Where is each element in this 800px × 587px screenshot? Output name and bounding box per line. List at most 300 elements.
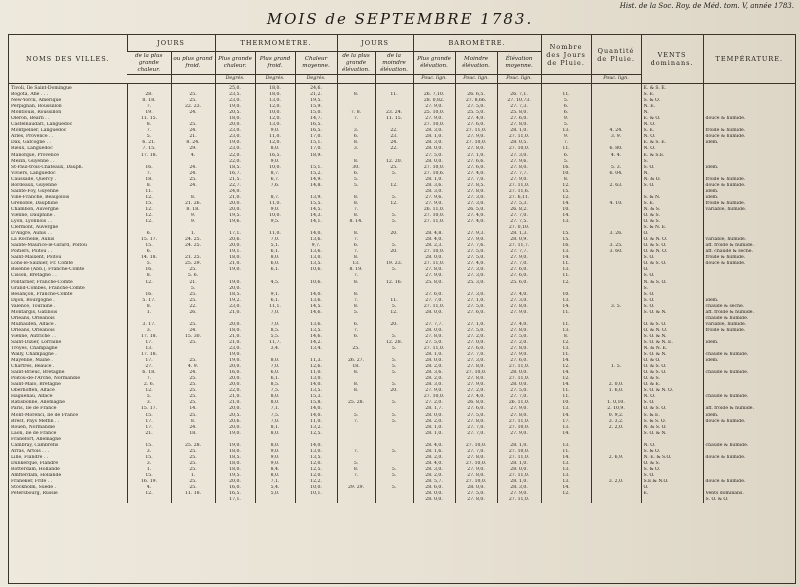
cell-vents: O. & S. O.: [641, 406, 703, 412]
cell-jours-cold: 15. 30.: [171, 334, 215, 340]
cell-b-mean: 27. 2,0.: [497, 340, 541, 346]
cell-city: Ratisbonne, Allemagne: [11, 400, 65, 406]
header-t-mean: Chaleur moyenne.: [295, 52, 337, 75]
cell-b-high: 28. 1,0.: [413, 352, 455, 358]
cell-pluie-days: 9.: [541, 134, 591, 140]
cell-b-mean: 27. 8,0.: [497, 304, 541, 310]
cell-jours-cold: 8.: [171, 195, 215, 201]
unit-pouc: Pouc. lign.: [497, 75, 541, 84]
cell-b-low: 27. 11,0.: [455, 128, 497, 134]
cell-t-mean: 14,0.: [295, 406, 337, 412]
cell-jours-cold: 8.: [171, 419, 215, 425]
cell-b-high: 28. 5,7.: [413, 479, 455, 485]
cell-jours-hot: 3.: [127, 400, 171, 406]
cell-t-mean: 12,0.: [295, 461, 337, 467]
cell-jours-cold: 9.: [171, 213, 215, 219]
cell-jours-hot: 11. 15.: [127, 116, 171, 122]
cell-b-low: 27. 6,0.: [455, 310, 497, 316]
cell-t-cold: 8,0.: [255, 358, 295, 364]
cell-pluie-days: 14.: [541, 382, 591, 388]
cell-temperature: aff. froide & humide.: [703, 310, 795, 316]
cell-b-high: 28. 3,0.: [413, 467, 455, 473]
cell-s-high: 25.: [337, 346, 375, 352]
cell-b-low: 27. 9,0.: [455, 134, 497, 140]
cell-vents: S. & E.: [641, 413, 703, 419]
cell-temperature: chaude & humide.: [703, 443, 795, 449]
cell-pluie-qty: 3. 2,0.: [591, 479, 641, 485]
cell-t-hot: 20,6.: [215, 237, 255, 243]
cell-t-cold: 8,0.: [255, 255, 295, 261]
cell-jours-hot: 8.: [127, 183, 171, 189]
cell-s-high: 3.: [337, 128, 375, 134]
cell-city: Saint-Malo, Bretagne: [11, 382, 61, 388]
cell-b-high: 28. 0,0.: [413, 310, 455, 316]
cell-t-cold: 7,5.: [255, 413, 295, 419]
cell-b-low: 27. 5,0.: [455, 249, 497, 255]
cell-b-high: 28. 1,7.: [413, 406, 455, 412]
cell-vents: S. & N. E.: [641, 225, 703, 231]
cell-t-mean: 13,0.: [295, 255, 337, 261]
cell-t-mean: 17,0.: [295, 146, 337, 152]
cell-city: Oberhoffen, Alface: [11, 388, 55, 394]
cell-city: Bordeaux, Guyenne: [11, 182, 57, 188]
cell-t-hot: 17,1.: [215, 497, 255, 503]
cell-b-high: 28. 3,6.: [413, 370, 455, 376]
cell-city: Haguenau, Alface: [11, 394, 53, 400]
cell-city: Chartres, Beauce .: [11, 364, 55, 370]
cell-jours-hot: 12.: [127, 388, 171, 394]
cell-jours-cold: 21.: [171, 280, 215, 286]
cell-jours-hot: 6.: [127, 231, 171, 237]
cell-b-mean: 28. 3,0.: [497, 485, 541, 491]
cell-b-high: 27. 11,0.: [413, 304, 455, 310]
cell-t-mean: 11,3.: [295, 358, 337, 364]
cell-pluie-qty: 2. 10,9.: [591, 406, 641, 412]
cell-pluie-days: 14.: [541, 201, 591, 207]
cell-t-hot: 19,6.: [215, 219, 255, 225]
cell-s-low: [375, 497, 413, 503]
cell-t-hot: 16,5.: [215, 491, 255, 497]
cell-pluie-qty: 5. 3.: [591, 165, 641, 171]
cell-b-mean: 27. 10,0.: [497, 449, 541, 455]
cell-pluie-days: 11.: [541, 394, 591, 400]
cell-jours-hot: 17.: [127, 358, 171, 364]
cell-vents: O.: [641, 485, 703, 491]
cell-jours-hot: 16.: [127, 165, 171, 171]
cell-b-high: 27. 9,0.: [413, 201, 455, 207]
cell-jours-hot: 15.: [127, 201, 171, 207]
cell-pluie-qty: 6. 80.: [591, 146, 641, 152]
cell-jours-cold: 21. 26.: [171, 201, 215, 207]
cell-b-high: 27. 9,6.: [413, 195, 455, 201]
cell-jours-cold: 29.: [171, 146, 215, 152]
header-pluie-days: Nombre des Jours de Pluie.: [541, 35, 591, 75]
cell-b-high: 27. 7,7.: [413, 322, 455, 328]
cell-jours-hot: 12.: [127, 213, 171, 219]
cell-b-high: 27. 10,6.: [413, 171, 455, 177]
cell-t-hot: 19,5.: [215, 213, 255, 219]
cell-s-low: 5.: [375, 400, 413, 406]
cell-vents: S. & O.: [641, 98, 703, 104]
cell-b-low: 27. 8,5.: [455, 183, 497, 189]
cell-b-high: 28. 0,0.: [413, 328, 455, 334]
cell-t-cold: 18,0.: [255, 92, 295, 98]
cell-jours-hot: 2. 6.: [127, 382, 171, 388]
cell-s-high: 5.: [337, 177, 375, 183]
header-barometre: BAROMÈTRE.: [413, 35, 541, 52]
cell-b-mean: 28. 1,0.: [497, 461, 541, 467]
cell-b-low: 27. 6,0.: [455, 346, 497, 352]
table-row: [9, 84, 795, 93]
cell-t-hot: 22,0.: [215, 159, 255, 165]
unit-blank: [337, 75, 375, 84]
cell-b-mean: 27. 11,0.: [497, 419, 541, 425]
cell-pluie-qty: 3. 9.: [591, 134, 641, 140]
cell-pluie-days: 11.: [541, 388, 591, 394]
cell-b-low: 27. 0,0.: [455, 340, 497, 346]
cell-vents: N. E. & S.O.: [641, 455, 703, 461]
cell-b-mean: 28. 0,0.: [497, 467, 541, 473]
cell-pluie-days: 14.: [541, 455, 591, 461]
cell-pluie-days: 15.: [541, 189, 591, 195]
cell-city: Cisson, Bretagne . .: [11, 273, 57, 279]
cell-vents: O.: [641, 231, 703, 237]
cell-s-high: 26. 27.: [337, 358, 375, 364]
cell-s-high: 7.: [337, 449, 375, 455]
cell-jours-hot: 12.: [127, 491, 171, 497]
cell-t-hot: 19,0.: [215, 267, 255, 273]
cell-jours-cold: 25.: [171, 358, 215, 364]
cell-b-high: 28. 4,8.: [413, 231, 455, 237]
cell-t-cold: 9,0.: [255, 461, 295, 467]
cell-s-low: 20.: [375, 322, 413, 328]
cell-t-cold: 11,0.: [255, 134, 295, 140]
cell-b-mean: 27. 11,0.: [497, 497, 541, 503]
cell-t-cold: 16,5.: [255, 153, 295, 159]
cell-jours-cold: 25.: [171, 467, 215, 473]
cell-b-low: 27. 5,0.: [455, 491, 497, 497]
cell-jours-cold: 25. 28.: [171, 443, 215, 449]
cell-city: Paris, Ile de France: [11, 406, 57, 412]
cell-s-low: 12.: [375, 201, 413, 207]
cell-s-low: 23. 24.: [375, 110, 413, 116]
cell-b-mean: 27. 5,0.: [497, 334, 541, 340]
cell-t-mean: 15,8.: [295, 400, 337, 406]
cell-city: Pontarlier, Franche-Comté: [11, 279, 73, 285]
cell-vents: S. & O.: [641, 467, 703, 473]
cell-jours-cold: 25.: [171, 485, 215, 491]
cell-b-low: 27. 9,0.: [455, 237, 497, 243]
cell-jours-hot: 15. 17.: [127, 237, 171, 243]
cell-jours-cold: 25.: [171, 461, 215, 467]
cell-vents: S. E.: [641, 201, 703, 207]
table-row: [9, 497, 795, 503]
cell-s-high: 8. 19.: [337, 267, 375, 273]
cell-temperature: aff. froide & humide.: [703, 243, 795, 249]
cell-t-cold: 13,0.: [255, 98, 295, 104]
cell-t-cold: 7,1.: [255, 479, 295, 485]
cell-pluie-days: 13.: [541, 298, 591, 304]
cell-s-high: 8.: [337, 370, 375, 376]
cell-b-mean: 26. 11,0.: [497, 400, 541, 406]
cell-vents: O. & E.: [641, 382, 703, 388]
cell-vents: N.: [641, 171, 703, 177]
cell-t-hot: 20,6.: [215, 419, 255, 425]
unit-degres: Degrés.: [215, 75, 255, 84]
cell-jours-hot: 12.: [127, 219, 171, 225]
cell-b-low: 27. 3,0.: [455, 358, 497, 364]
cell-t-mean: 14,7.: [295, 116, 337, 122]
cell-t-cold: 8,0.: [255, 394, 295, 400]
cell-b-low: 27. 10,0.: [455, 443, 497, 449]
cell-b-low: 27. 8,66.: [455, 98, 497, 104]
cell-pluie-days: 12.: [541, 340, 591, 346]
cell-vents: S. O.: [641, 473, 703, 479]
cell-b-mean: 27. 7,5.: [497, 219, 541, 225]
cell-s-low: 5.: [375, 346, 413, 352]
cell-pluie-days: 14.: [541, 255, 591, 261]
cell-jours-hot: 16.: [127, 292, 171, 298]
cell-jours-cold: 25.: [171, 388, 215, 394]
cell-city: Besançon, Franche-Comté: [11, 291, 73, 297]
cell-t-cold: 7,0.: [255, 310, 295, 316]
cell-city: Vienne, Dauphiné .: [11, 212, 56, 218]
cell-pluie-days: 11.: [541, 322, 591, 328]
cell-jours-hot: 15.: [127, 443, 171, 449]
cell-t-cold: 8,4.: [255, 467, 295, 473]
header-pluie-qty: Quantité de Pluie.: [591, 35, 641, 75]
cell-pluie-days: 13.: [541, 425, 591, 431]
cell-city: Orléans, Orléanois: [11, 315, 55, 321]
cell-s-low: 5.: [375, 304, 413, 310]
cell-s-high: 8.: [337, 213, 375, 219]
cell-jours-hot: 28.: [127, 92, 171, 98]
cell-vents: O. & O.: [641, 358, 703, 364]
cell-s-high: 5.: [337, 310, 375, 316]
cell-t-cold: 5,0.: [255, 491, 295, 497]
cell-t-mean: 13,5.: [295, 388, 337, 394]
cell-s-low: 11.: [375, 92, 413, 98]
cell-vents: S. & S. O.: [641, 419, 703, 425]
cell-b-high: 27. 5,0.: [413, 153, 455, 159]
cell-vents: N. O.: [641, 443, 703, 449]
cell-city: Vienne, Autriche . .: [11, 333, 56, 339]
cell-t-mean: 15,9.: [295, 104, 337, 110]
cell-jours-cold: 24.: [171, 425, 215, 431]
cell-vents: S. E.: [641, 92, 703, 98]
cell-t-mean: 14,0.: [295, 382, 337, 388]
cell-b-low: 27. 4,0.: [455, 171, 497, 177]
cell-t-cold: 8,0.: [255, 473, 295, 479]
cell-t-mean: 14,9.: [295, 177, 337, 183]
cell-t-cold: 12,0.: [255, 104, 295, 110]
cell-t-hot: 20,0.: [215, 322, 255, 328]
cell-jours-hot: 6.: [127, 249, 171, 255]
cell-s-low: 12.: [375, 310, 413, 316]
cell-t-mean: 14,0.: [295, 292, 337, 298]
cell-t-cold: 10,0.: [255, 165, 295, 171]
cell-vents: E. & O.: [641, 116, 703, 122]
cell-t-cold: 7,1.: [255, 406, 295, 412]
cell-jours-cold: 8. 18.: [171, 207, 215, 213]
cell-jours-hot: 15.: [127, 455, 171, 461]
cell-city: Mayenne, Maine .: [11, 358, 53, 364]
unit-blank: [541, 75, 591, 84]
cell-jours-hot: 12.: [127, 280, 171, 286]
cell-t-cold: 12,0.: [255, 116, 295, 122]
cell-vents: N. & O.: [641, 177, 703, 183]
cell-s-high: 25. 28.: [337, 400, 375, 406]
cell-city: Castelnaudari, Languedoc: [11, 122, 73, 128]
cell-jours-hot: 16.: [127, 267, 171, 273]
cell-vents: S. O.: [641, 304, 703, 310]
cell-pluie-days: 12.: [541, 183, 591, 189]
cell-jours-cold: 24. 25.: [171, 243, 215, 249]
cell-t-cold: 8,5.: [255, 382, 295, 388]
cell-t-mean: 21,2.: [295, 92, 337, 98]
cell-s-low: 5.: [375, 358, 413, 364]
cell-s-high: 7.: [337, 419, 375, 425]
cell-t-hot: 20,0.: [215, 201, 255, 207]
cell-b-mean: 28. 0,0.: [497, 382, 541, 388]
cell-b-low: 27. 1,0.: [455, 153, 497, 159]
cell-jours-cold: 25.: [171, 122, 215, 128]
cell-b-mean: 27. 4,0.: [497, 322, 541, 328]
cell-t-hot: 17,1.: [215, 231, 255, 237]
cell-pluie-days: 11.: [541, 449, 591, 455]
cell-t-hot: 19,0.: [215, 443, 255, 449]
cell-t-mean: 16,5.: [295, 122, 337, 128]
cell-city: Oléron, Béarn . .: [11, 116, 50, 122]
cell-jours-hot: 13.: [127, 346, 171, 352]
weather-table-frame: [8, 34, 796, 584]
cell-s-high: 8.: [337, 92, 375, 98]
cell-t-hot: 19,5.: [215, 473, 255, 479]
cell-jours-hot: 4.: [127, 485, 171, 491]
cell-temperature: froide & humide.: [703, 128, 795, 134]
cell-jours-hot: 16. 19.: [127, 479, 171, 485]
cell-pluie-days: 11.: [541, 273, 591, 279]
cell-s-high: 8.: [337, 304, 375, 310]
cell-t-hot: 19,0.: [215, 140, 255, 146]
cell-pluie-days: 15.: [541, 231, 591, 237]
cell-s-low: 11. 15.: [375, 116, 413, 122]
cell-jours-cold: 9.: [171, 219, 215, 225]
cell-city: [9, 497, 127, 503]
cell-s-high: 6.: [337, 134, 375, 140]
cell-pluie-days: 13.: [541, 346, 591, 352]
cell-b-high: 28. 0,0.: [413, 255, 455, 261]
cell-b-low: 27. 3,0.: [455, 267, 497, 273]
cell-temperature: idem.: [703, 189, 795, 195]
cell-s-high: 7.: [337, 116, 375, 122]
cell-t-hot: 20,0.: [215, 243, 255, 249]
cell-b-high: 27. 9,0.: [413, 273, 455, 279]
cell-city: Saint-Maixent, Poitou: [11, 255, 62, 261]
cell-temperature: douce & humide.: [703, 116, 795, 122]
cell-t-mean: 15,1.: [295, 165, 337, 171]
cell-t-mean: 14,6.: [295, 310, 337, 316]
cell-vents: O.: [641, 267, 703, 273]
cell-city: Poitiers, Poitou . .: [11, 249, 53, 255]
cell-city: Mulhaufen, Alface .: [11, 321, 57, 327]
cell-pluie-days: 13.: [541, 473, 591, 479]
cell-jours-hot: 17. 18.: [127, 153, 171, 159]
cell-pluie-days: 14.: [541, 213, 591, 219]
cell-b-mean: 27. 5,3.: [497, 201, 541, 207]
cell-t-hot: 23,0.: [215, 98, 255, 104]
cell-jours-cold: 1.: [171, 473, 215, 479]
cell-pluie-qty: [591, 84, 641, 93]
cell-city: St-Paul-trois-Châteaux, Dauph.: [11, 164, 84, 170]
cell-s-low: 12. 28.: [375, 340, 413, 346]
cell-b-mean: 28. 0,0.: [497, 370, 541, 376]
cell-city: Perpignan, Roussillon: [11, 104, 62, 110]
cell-jours-hot: 3.: [127, 328, 171, 334]
cell-vents: E. & S.E.: [641, 153, 703, 159]
cell-b-mean: 27. 10,0.: [497, 146, 541, 152]
cell-b-mean: 27. 9,0.: [497, 177, 541, 183]
cell-s-high: 29. 29.: [337, 485, 375, 491]
cell-vents: E. & S. E.: [641, 140, 703, 146]
cell-b-mean: 27. 11,6.: [497, 189, 541, 195]
cell-t-cold: 6,1.: [255, 267, 295, 273]
cell-s-low: 5.: [375, 219, 413, 225]
cell-vents: E. & S. E.: [641, 84, 703, 93]
cell-temperature: chaude & humide.: [703, 394, 795, 400]
cell-b-low: 27. 3,0.: [455, 195, 497, 201]
cell-t-hot: 20,0.: [215, 364, 255, 370]
cell-b-low: 27. 9,0.: [455, 382, 497, 388]
cell-pluie-days: 10.: [541, 171, 591, 177]
cell-t-hot: 21,0.: [215, 310, 255, 316]
cell-t-mean: 13,2.: [295, 425, 337, 431]
cell-city: Lille, Flandre . .: [11, 454, 49, 460]
cell-b-high: 25. 8,0.: [413, 280, 455, 286]
cell-s-high: [337, 497, 375, 503]
cell-jours-cold: 18.: [171, 431, 215, 437]
cell-s-low: 5.: [375, 171, 413, 177]
cell-city: Clermont, Auvergne: [11, 225, 59, 231]
cell-jours-cold: 25.: [171, 340, 215, 346]
cell-pluie-qty: 3. 25.: [591, 243, 641, 249]
cell-temperature: chaude & humide.: [703, 316, 795, 322]
cell-pluie-days: 12.: [541, 280, 591, 286]
cell-t-cold: 9,0.: [255, 449, 295, 455]
cell-t-mean: 10,0.: [295, 485, 337, 491]
cell-t-cold: 6,0.: [255, 370, 295, 376]
cell-pluie-days: 11.: [541, 92, 591, 98]
cell-t-mean: 13,0.: [295, 449, 337, 455]
cell-jours-cold: 22.: [171, 304, 215, 310]
cell-b-high: 28. 1,0.: [413, 134, 455, 140]
cell-jours-hot: 15.: [127, 243, 171, 249]
cell-pluie-days: 14.: [541, 431, 591, 437]
cell-pluie-days: 5.: [541, 159, 591, 165]
cell-s-low: 12.: [375, 183, 413, 189]
cell-s-high: 6.: [337, 322, 375, 328]
cell-b-high: 27. 9,0.: [413, 116, 455, 122]
cell-t-cold: 7,5.: [255, 388, 295, 394]
cell-city: Pétersbourg, Russie: [11, 491, 58, 497]
cell-temperature: chaude & humide.: [703, 352, 795, 358]
cell-t-hot: 20,0.: [215, 425, 255, 431]
cell-t-hot: 21,0.: [215, 334, 255, 340]
cell-t-cold: 11,7.: [255, 340, 295, 346]
cell-s-high: 3.: [337, 146, 375, 152]
cell-t-mean: 13,6.: [295, 249, 337, 255]
cell-t-mean: 14,1.: [295, 219, 337, 225]
